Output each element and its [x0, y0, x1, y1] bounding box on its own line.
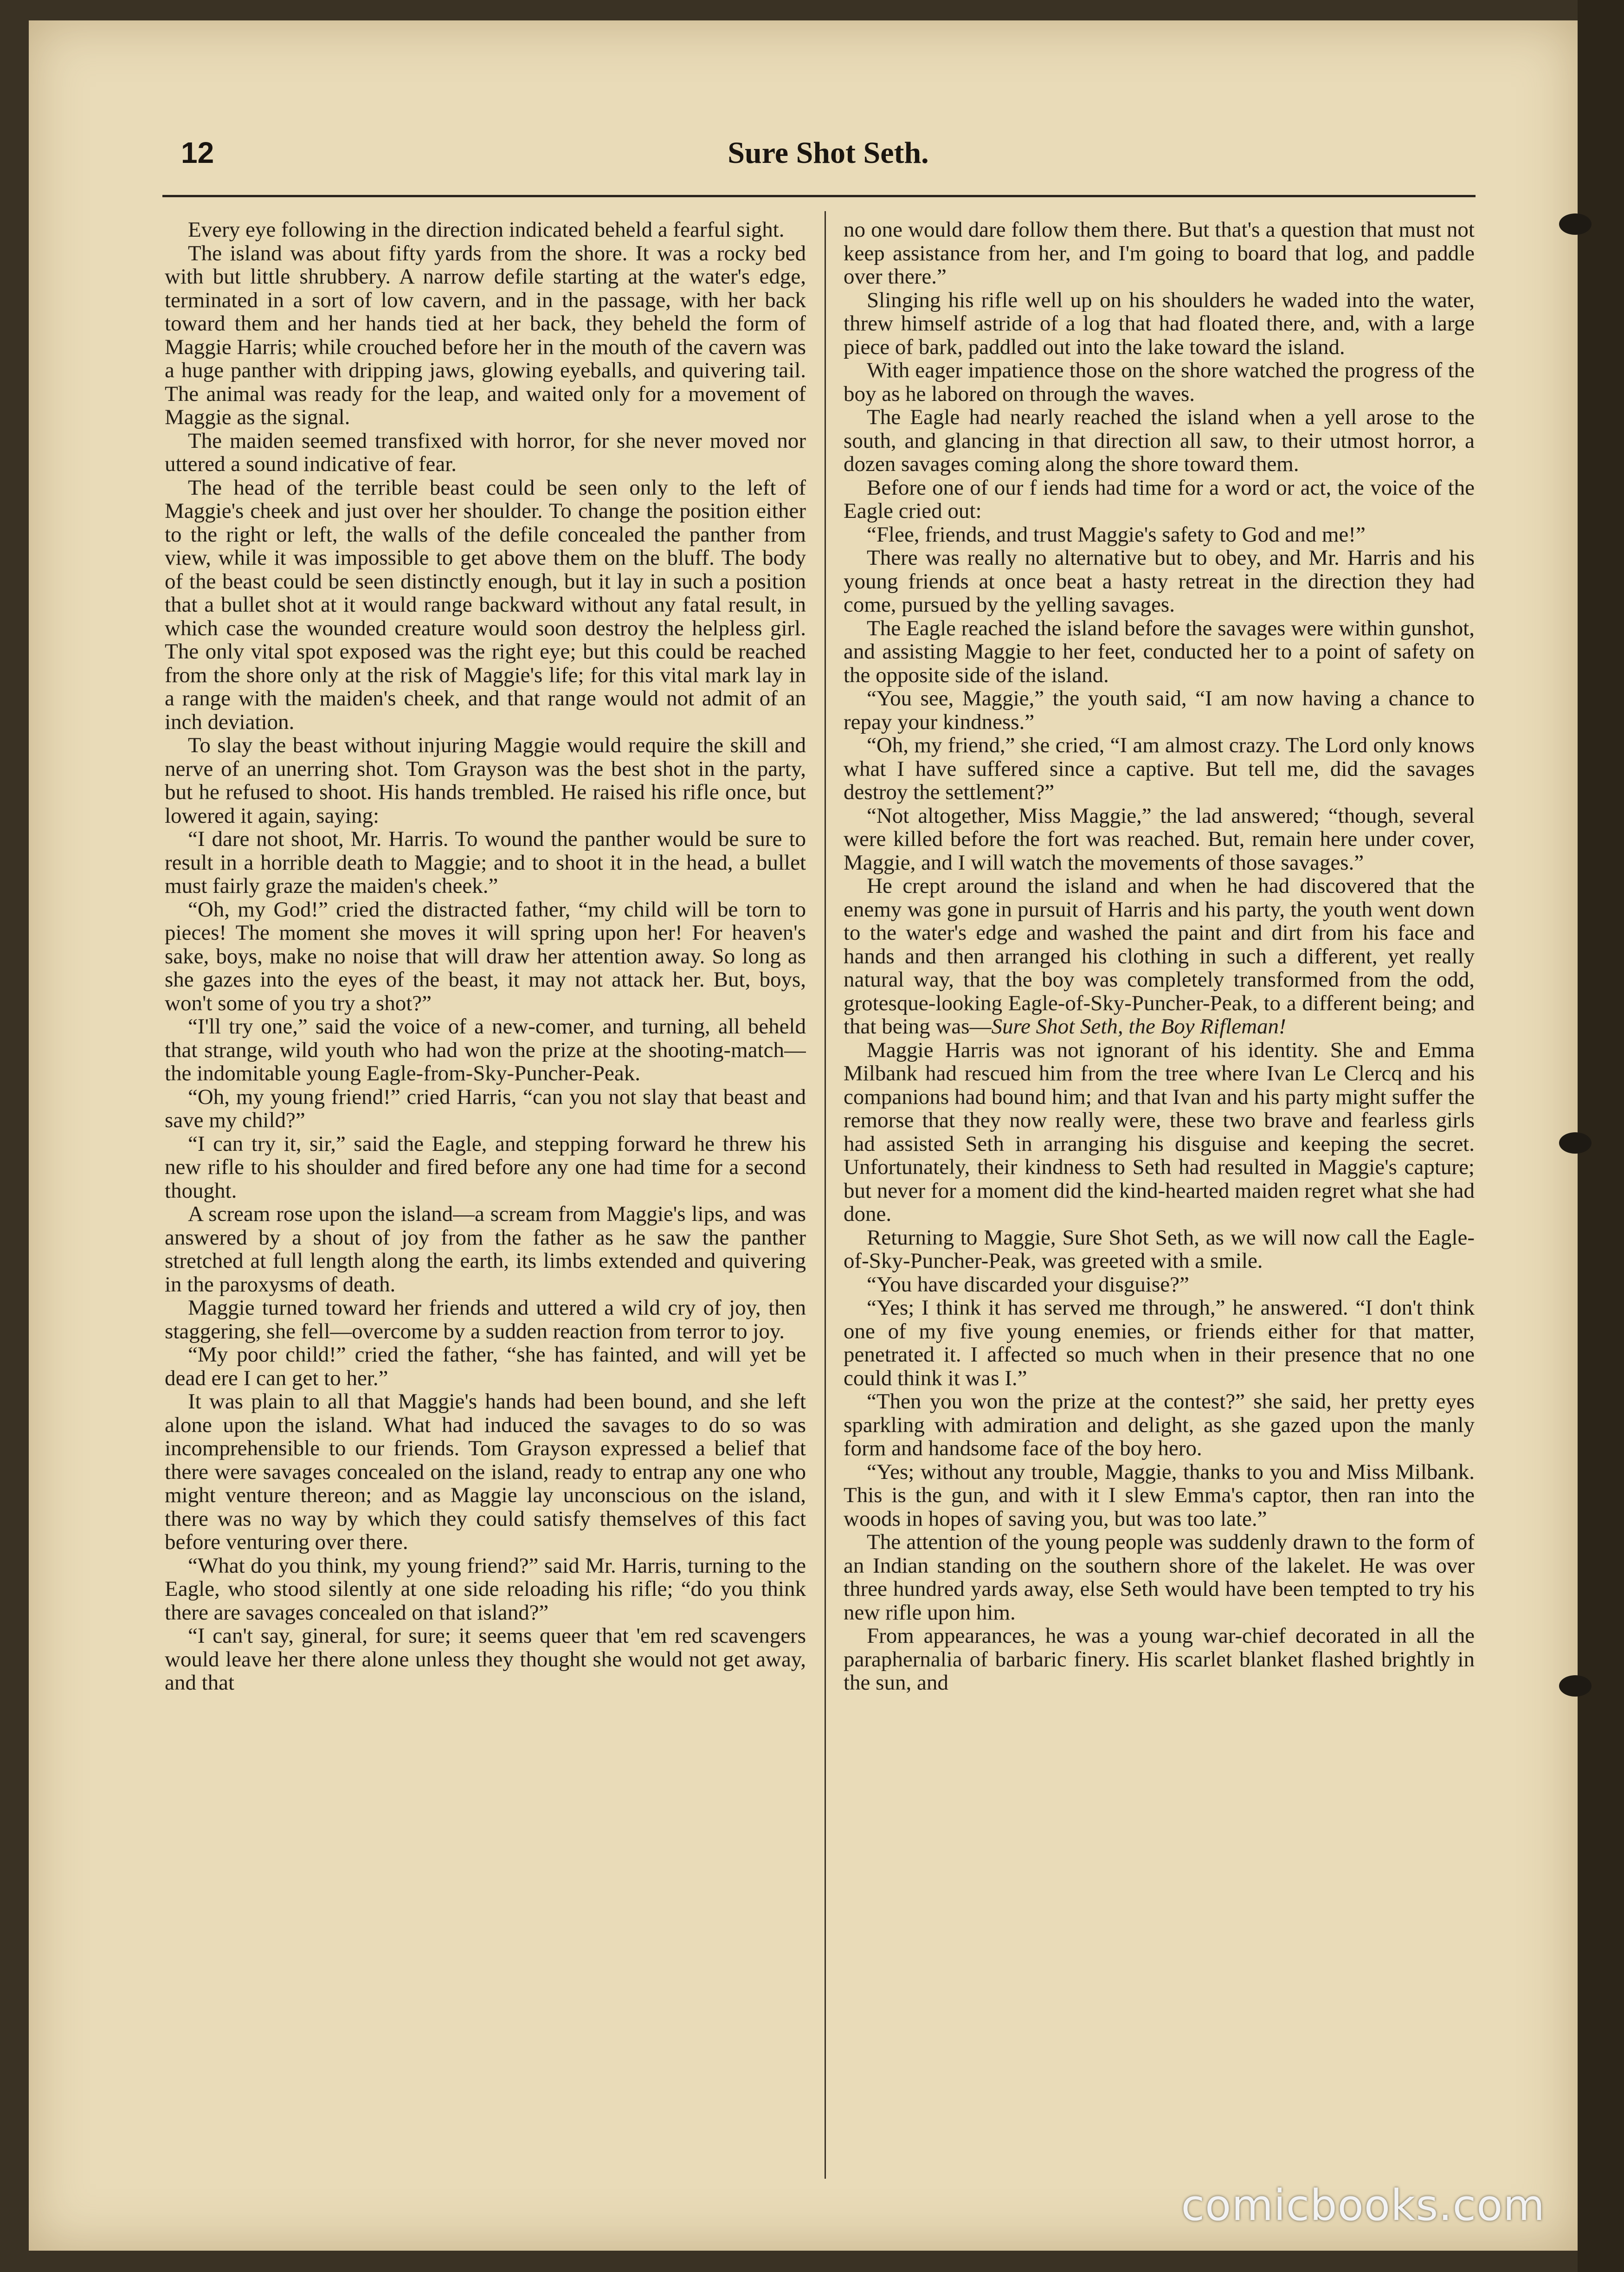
column-divider	[825, 211, 826, 2179]
paragraph: “What do you think, my young friend?” said Mr. Harris, turning to the Eagle, who stood silently at one side reloading his rifle; “do you think there are savages concealed on that island?”	[165, 1553, 806, 1625]
staple	[1559, 213, 1592, 235]
paragraph	[844, 874, 1475, 1039]
paragraph: no one would dare follow them there. But that's a question that must not keep assistance from her, and I'm going to board that log, and paddle over there.”	[844, 218, 1475, 289]
paragraph: From appearances, he was a young war-chief decorated in all the paraphernalia of barbaric finery. His scarlet blanket flashed brightly in the sun, and	[844, 1624, 1475, 1695]
paragraph: Before one of our f iends had time for a word or act, the voice of the Eagle cried out:	[844, 475, 1475, 523]
paragraph: “Yes; without any trouble, Maggie, thanks to you and Miss Milbank. This is the gun, and with it I slew Emma's captor, then ran into the woods in hopes of saving you, but was too late.”	[844, 1459, 1475, 1531]
paragraph: “You see, Maggie,” the youth said, “I am now having a chance to repay your kindness.”	[844, 686, 1475, 734]
paragraph: Slinging his rifle well up on his shoulders he waded into the water, threw himself astride of a log that had floated there, and, with a large piece of bark, paddled out into the lake toward the island.	[844, 288, 1475, 359]
paragraph: “You have discarded your disguise?”	[867, 1272, 1189, 1297]
watermark: comicbooks.com	[1181, 2181, 1545, 2230]
paragraph-text: He crept around the island and when he had discovered that the enemy was gone in pursuit of Harris and his party, the youth went down to the water's edge and washed the paint and dirt from his face and hands and then arranged his clothing in such a different, yet really natural way, that the boy was completely transformed from the odd, grotesque-looking Eagle-of-Sky-Puncher-Peak, to a different being; and that being was—	[844, 874, 1475, 1039]
paragraph: The maiden seemed transfixed with horror, for she never moved nor uttered a sound indicative of fear.	[165, 428, 806, 476]
left-column	[165, 218, 806, 2176]
paragraph: Maggie Harris was not ignorant of his identity. She and Emma Milbank had rescued him from the tree where Ivan Le Clercq and his companions had bound him; and that Ivan and his party might suffer the remorse that they now really were, these two brave and fearless girls had assisted Seth in arranging his disguise and keeping the secret. Unfortunately, their kindness to Seth had resulted in Maggie's capture; but never for a moment did the kind-hearted maiden regret what she had done.	[844, 1038, 1475, 1226]
paragraph: There was really no alternative but to obey, and Mr. Harris and his young friends at once beat a hasty retreat in the direction they had come, pursued by the yelling savages.	[844, 546, 1475, 617]
staple	[1559, 1675, 1592, 1697]
paragraph: “I can try it, sir,” said the Eagle, and stepping forward he threw his new rifle to his shoulder and fired before any one had time for a second thought.	[165, 1131, 806, 1203]
page-number: 12	[181, 136, 214, 169]
paragraph: The Eagle had nearly reached the island when a yell arose to the south, and glancing in that direction all saw, to their utmost horror, a dozen savages coming along the shore toward them.	[844, 405, 1475, 476]
paragraph: “Oh, my young friend!” cried Harris, “can you not slay that beast and save my child?”	[165, 1084, 806, 1132]
paragraph: “Not altogether, Miss Maggie,” the lad answered; “though, several were killed before the fort was reached. But, remain here under cover, Maggie, and I will watch the movements of those savages.”	[844, 803, 1475, 875]
paragraph: “My poor child!” cried the father, “she has fainted, and will yet be dead ere I can get to her.”	[165, 1343, 806, 1390]
paragraph: “Oh, my friend,” she cried, “I am almost crazy. The Lord only knows what I have suffered since a captive. But tell me, did the savages destroy the settlement?”	[844, 733, 1475, 804]
paragraph: The Eagle reached the island before the savages were within gunshot, and assisting Maggie to her feet, conducted her to a point of safety on the opposite side of the island.	[844, 616, 1475, 687]
paragraph: It was plain to all that Maggie's hands had been bound, and she left alone upon the island. What had induced the savages to do so was incomprehensible to our friends. Tom Grayson expressed a belief that there were savages concealed on the island, ready to entrap any one who might venture thereon; and as Maggie lay unconscious on the island, there was no way by which they could satisfy themselves of this fact before venturing over there.	[165, 1389, 806, 1554]
paragraph: “I'll try one,” said the voice of a new-comer, and turning, all beheld that strange, wild youth who had won the prize at the shooting-match—the indomitable young Eagle-from-Sky-Puncher-Peak.	[165, 1014, 806, 1085]
paragraph: The island was about fifty yards from the shore. It was a rocky bed with but little shrubbery. A narrow defile starting at the water's edge, terminated in a sort of low cavern, and in the passage, with her back toward them and her hands tied at her back, they beheld the form of Maggie Harris; while crouched before her in the mouth of the cavern was a huge panther with dripping jaws, glowing eyeballs, and quivering tail. The animal was ready for the leap, and waited only for a movement of Maggie as the signal.	[165, 241, 806, 429]
paragraph: To slay the beast without injuring Maggie would require the skill and nerve of an unerring shot. Tom Grayson was the best shot in the party, but he refused to shoot. His hands trembled. He raised his rifle once, but lowered it again, saying:	[165, 733, 806, 828]
paragraph: A scream rose upon the island—a scream from Maggie's lips, and was answered by a shout of joy from the father as he saw the panther stretched at full length along the earth, its limbs extended and quivering in the paroxysms of death.	[165, 1202, 806, 1297]
header-rule	[162, 195, 1476, 197]
page-header	[181, 136, 1476, 191]
paragraph: “I dare not shoot, Mr. Harris. To wound the panther would be sure to result in a horrible death to Maggie; and to shoot it in the head, a bullet must fairly graze the maiden's cheek.”	[165, 827, 806, 898]
paragraph: “I can't say, gineral, for sure; it seems queer that 'em red scavengers would leave her there alone unless they thought she would not get away, and that	[165, 1624, 806, 1695]
paragraph: With eager impatience those on the shore watched the progress of the boy as he labored on through the waves.	[844, 358, 1475, 406]
right-column	[844, 218, 1475, 2176]
running-title: Sure Shot Seth.	[728, 136, 929, 170]
paragraph: “Yes; I think it has served me through,” he answered. “I don't think one of my five young enemies, or friends either for that matter, penetrated it. I affected so much when in their presence that no one could think it was I.”	[844, 1296, 1475, 1390]
paragraph: “Flee, friends, and trust Maggie's safety to God and me!”	[867, 522, 1366, 547]
italic-title: Sure Shot Seth, the Boy Rifleman!	[991, 1014, 1286, 1039]
paragraph: Maggie turned toward her friends and uttered a wild cry of joy, then staggering, she fell—overcome by a sudden reaction from terror to joy.	[165, 1296, 806, 1343]
paragraph: Every eye following in the direction indicated beheld a fearful sight.	[188, 218, 785, 242]
staple	[1559, 1132, 1592, 1154]
paragraph: Returning to Maggie, Sure Shot Seth, as we will now call the Eagle-of-Sky-Puncher-Peak, was greeted with a smile.	[844, 1225, 1475, 1273]
paragraph: The attention of the young people was suddenly drawn to the form of an Indian standing on the southern shore of the lakelet. He was over three hundred yards away, else Seth would have been tempted to try his new rifle upon him.	[844, 1530, 1475, 1625]
paragraph: “Then you won the prize at the contest?” she said, her pretty eyes sparkling with admiration and delight, as she gazed upon the manly form and handsome face of the boy hero.	[844, 1389, 1475, 1460]
paragraph: The head of the terrible beast could be seen only to the left of Maggie's cheek and just over her shoulder. To change the position either to the right or left, the walls of the defile concealed the panther from view, while it was impossible to get above them on the bluff. The body of the beast could be seen distinctly enough, but it lay in such a position that a bullet shot at it would range backward without any fatal result, in which case the wounded creature would soon destroy the helpless girl. The only vital spot exposed was the right eye; but this could be reached from the shore only at the risk of Maggie's life; for this vital mark lay in a range with the maiden's cheek, and that range would not admit of an inch deviation.	[165, 475, 806, 734]
paragraph: “Oh, my God!” cried the distracted father, “my child will be torn to pieces! The moment she moves it will spring upon her! For heaven's sake, boys, make no noise that will draw her attention away. So long as she gazes into the eyes of the beast, it may not attack her. But, boys, won't some of you try a shot?”	[165, 897, 806, 1015]
